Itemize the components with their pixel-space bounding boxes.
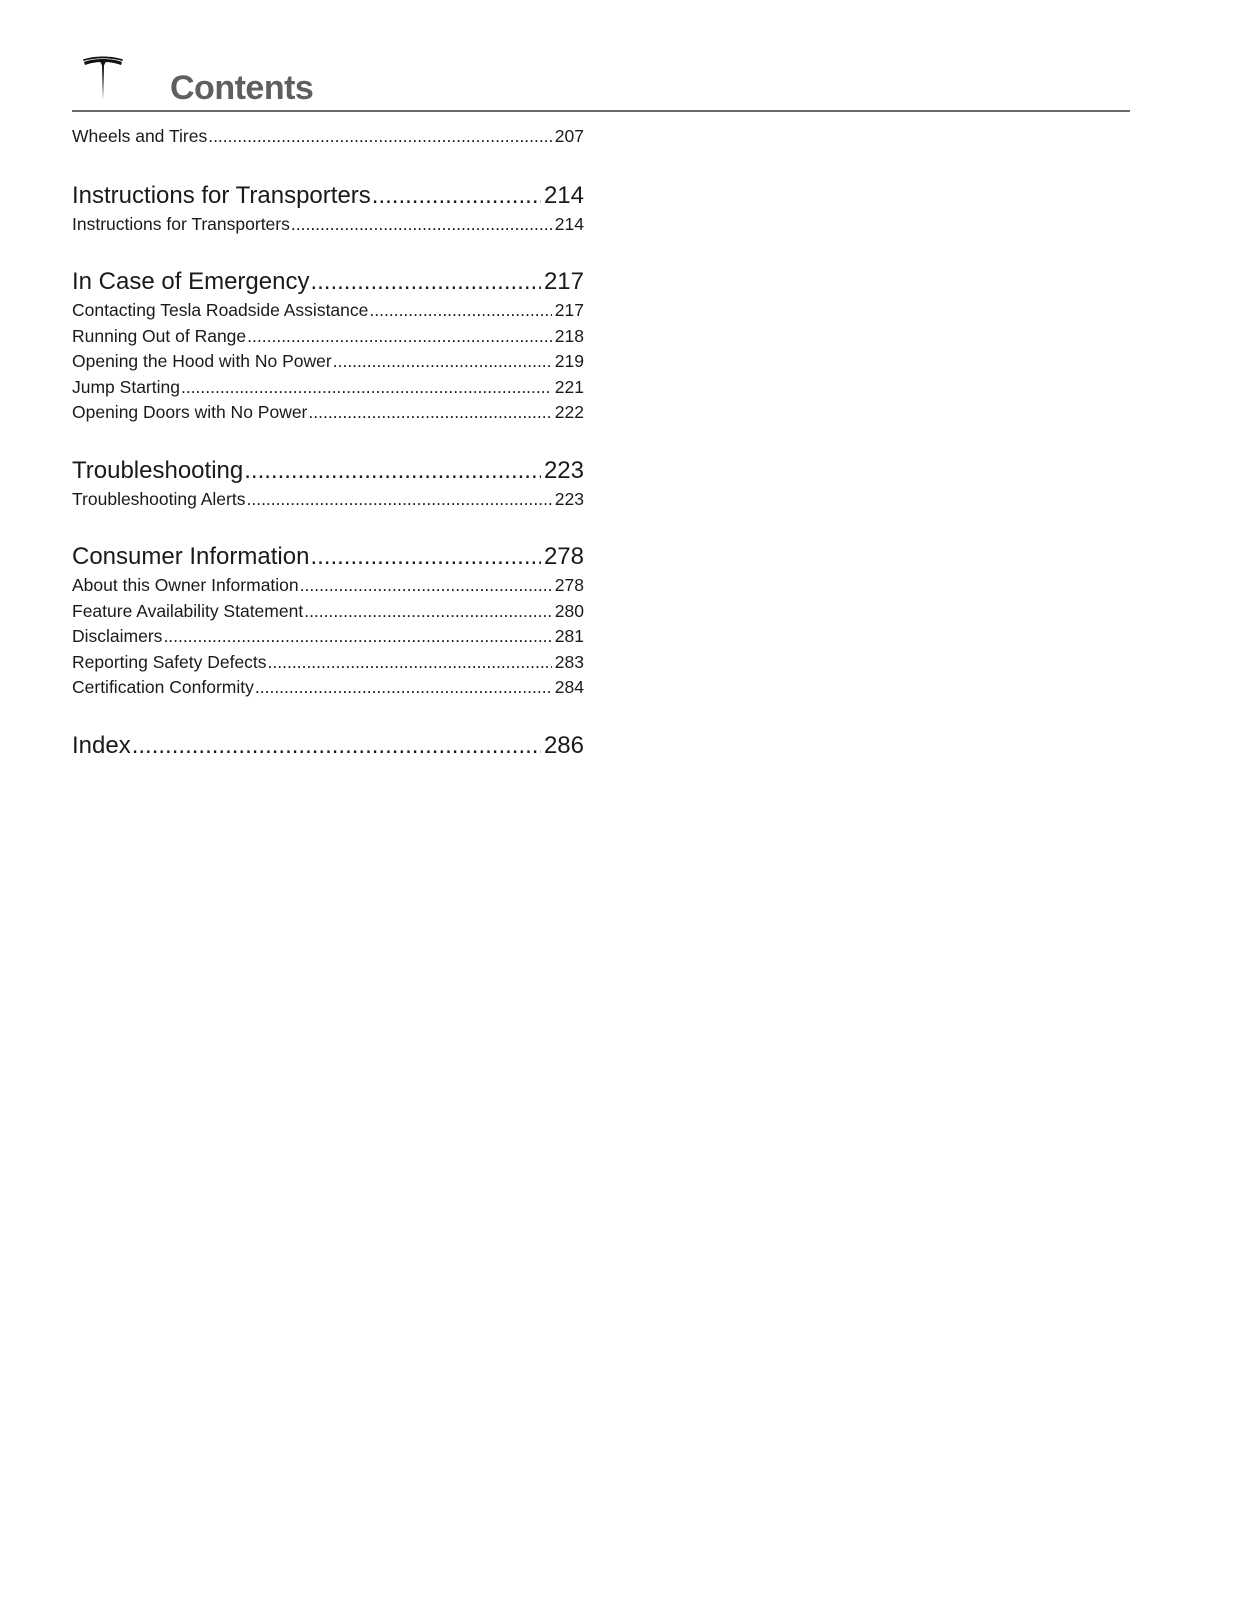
toc-dot-leader <box>208 124 552 150</box>
toc-dot-leader <box>304 599 552 625</box>
toc-section-instructions-for-transporters[interactable] <box>72 180 584 212</box>
table-of-contents <box>72 124 584 762</box>
toc-section-label: Index <box>72 731 131 759</box>
toc-entry-page: 207 <box>554 126 584 146</box>
toc-entry-label: Opening Doors with No Power <box>72 402 308 422</box>
toc-section-label: Troubleshooting <box>72 456 244 484</box>
toc-entry-instructions-for-transporters[interactable] <box>72 212 584 238</box>
toc-entry-label: Reporting Safety Defects <box>72 651 267 672</box>
toc-section-page: 278 <box>543 543 584 570</box>
toc-dot-leader <box>132 730 541 762</box>
toc-entry-opening-hood-no-power[interactable] <box>72 349 584 375</box>
toc-entry-about-owner-information[interactable] <box>72 573 584 599</box>
toc-entry-page: 283 <box>554 651 584 672</box>
tesla-logo-icon <box>80 56 126 102</box>
toc-entry-label: Contacting Tesla Roadside Assistance <box>72 300 369 320</box>
toc-dot-leader <box>369 298 551 324</box>
toc-entry-label: Wheels and Tires <box>72 126 208 146</box>
toc-dot-leader <box>244 455 541 487</box>
toc-section-page: 286 <box>543 731 584 759</box>
toc-section-consumer-information[interactable] <box>72 541 584 573</box>
toc-entry-label: About this Owner Information <box>72 575 299 595</box>
toc-entry-page: 217 <box>554 300 584 320</box>
page-header <box>72 56 1130 112</box>
toc-section-in-case-of-emergency[interactable] <box>72 266 584 298</box>
toc-section-index[interactable] <box>72 730 584 762</box>
toc-dot-leader <box>310 541 541 573</box>
toc-entry-reporting-safety-defects[interactable] <box>72 650 584 676</box>
toc-entry-label: Instructions for Transporters <box>72 213 290 234</box>
toc-dot-leader <box>268 650 552 676</box>
toc-section-troubleshooting[interactable] <box>72 455 584 487</box>
toc-section-page: 214 <box>543 181 584 209</box>
toc-entry-page: 221 <box>554 376 584 397</box>
toc-entry-wheels-and-tires[interactable] <box>72 124 584 150</box>
toc-dot-leader <box>372 180 541 212</box>
toc-dot-leader <box>181 375 552 401</box>
toc-entry-page: 218 <box>554 325 584 346</box>
toc-section-page: 217 <box>543 268 584 295</box>
toc-entry-page: 281 <box>554 626 584 646</box>
toc-entry-label: Jump Starting <box>72 376 180 397</box>
toc-entry-page: 214 <box>554 213 584 234</box>
toc-dot-leader <box>247 324 552 350</box>
toc-entry-certification-conformity[interactable] <box>72 675 584 701</box>
toc-dot-leader <box>300 573 552 599</box>
toc-dot-leader <box>163 624 551 650</box>
toc-section-page: 223 <box>543 456 584 484</box>
toc-entry-label: Running Out of Range <box>72 325 247 346</box>
toc-entry-label: Troubleshooting Alerts <box>72 488 246 509</box>
toc-dot-leader <box>246 487 551 513</box>
toc-entry-running-out-of-range[interactable] <box>72 324 584 350</box>
toc-entry-label: Disclaimers <box>72 626 163 646</box>
toc-entry-page: 280 <box>554 600 584 621</box>
toc-entry-label: Certification Conformity <box>72 677 254 697</box>
toc-entry-contacting-roadside-assistance[interactable] <box>72 298 584 324</box>
toc-section-label: Consumer Information <box>72 543 310 570</box>
toc-entry-page: 219 <box>554 351 584 371</box>
toc-dot-leader <box>310 266 541 298</box>
toc-entry-page: 278 <box>554 575 584 595</box>
page-title: Contents <box>170 69 314 107</box>
toc-entry-label: Feature Availability Statement <box>72 600 304 621</box>
toc-dot-leader <box>255 675 552 701</box>
toc-entry-label: Opening the Hood with No Power <box>72 351 332 371</box>
toc-entry-troubleshooting-alerts[interactable] <box>72 487 584 513</box>
toc-dot-leader <box>308 400 551 426</box>
toc-entry-opening-doors-no-power[interactable] <box>72 400 584 426</box>
toc-entry-page: 223 <box>554 488 584 509</box>
toc-section-label: Instructions for Transporters <box>72 181 371 209</box>
toc-entry-page: 222 <box>554 402 584 422</box>
toc-section-label: In Case of Emergency <box>72 268 310 295</box>
toc-dot-leader <box>291 212 552 238</box>
toc-dot-leader <box>333 349 552 375</box>
toc-entry-page: 284 <box>554 677 584 697</box>
toc-entry-disclaimers[interactable] <box>72 624 584 650</box>
toc-entry-feature-availability[interactable] <box>72 599 584 625</box>
toc-entry-jump-starting[interactable] <box>72 375 584 401</box>
